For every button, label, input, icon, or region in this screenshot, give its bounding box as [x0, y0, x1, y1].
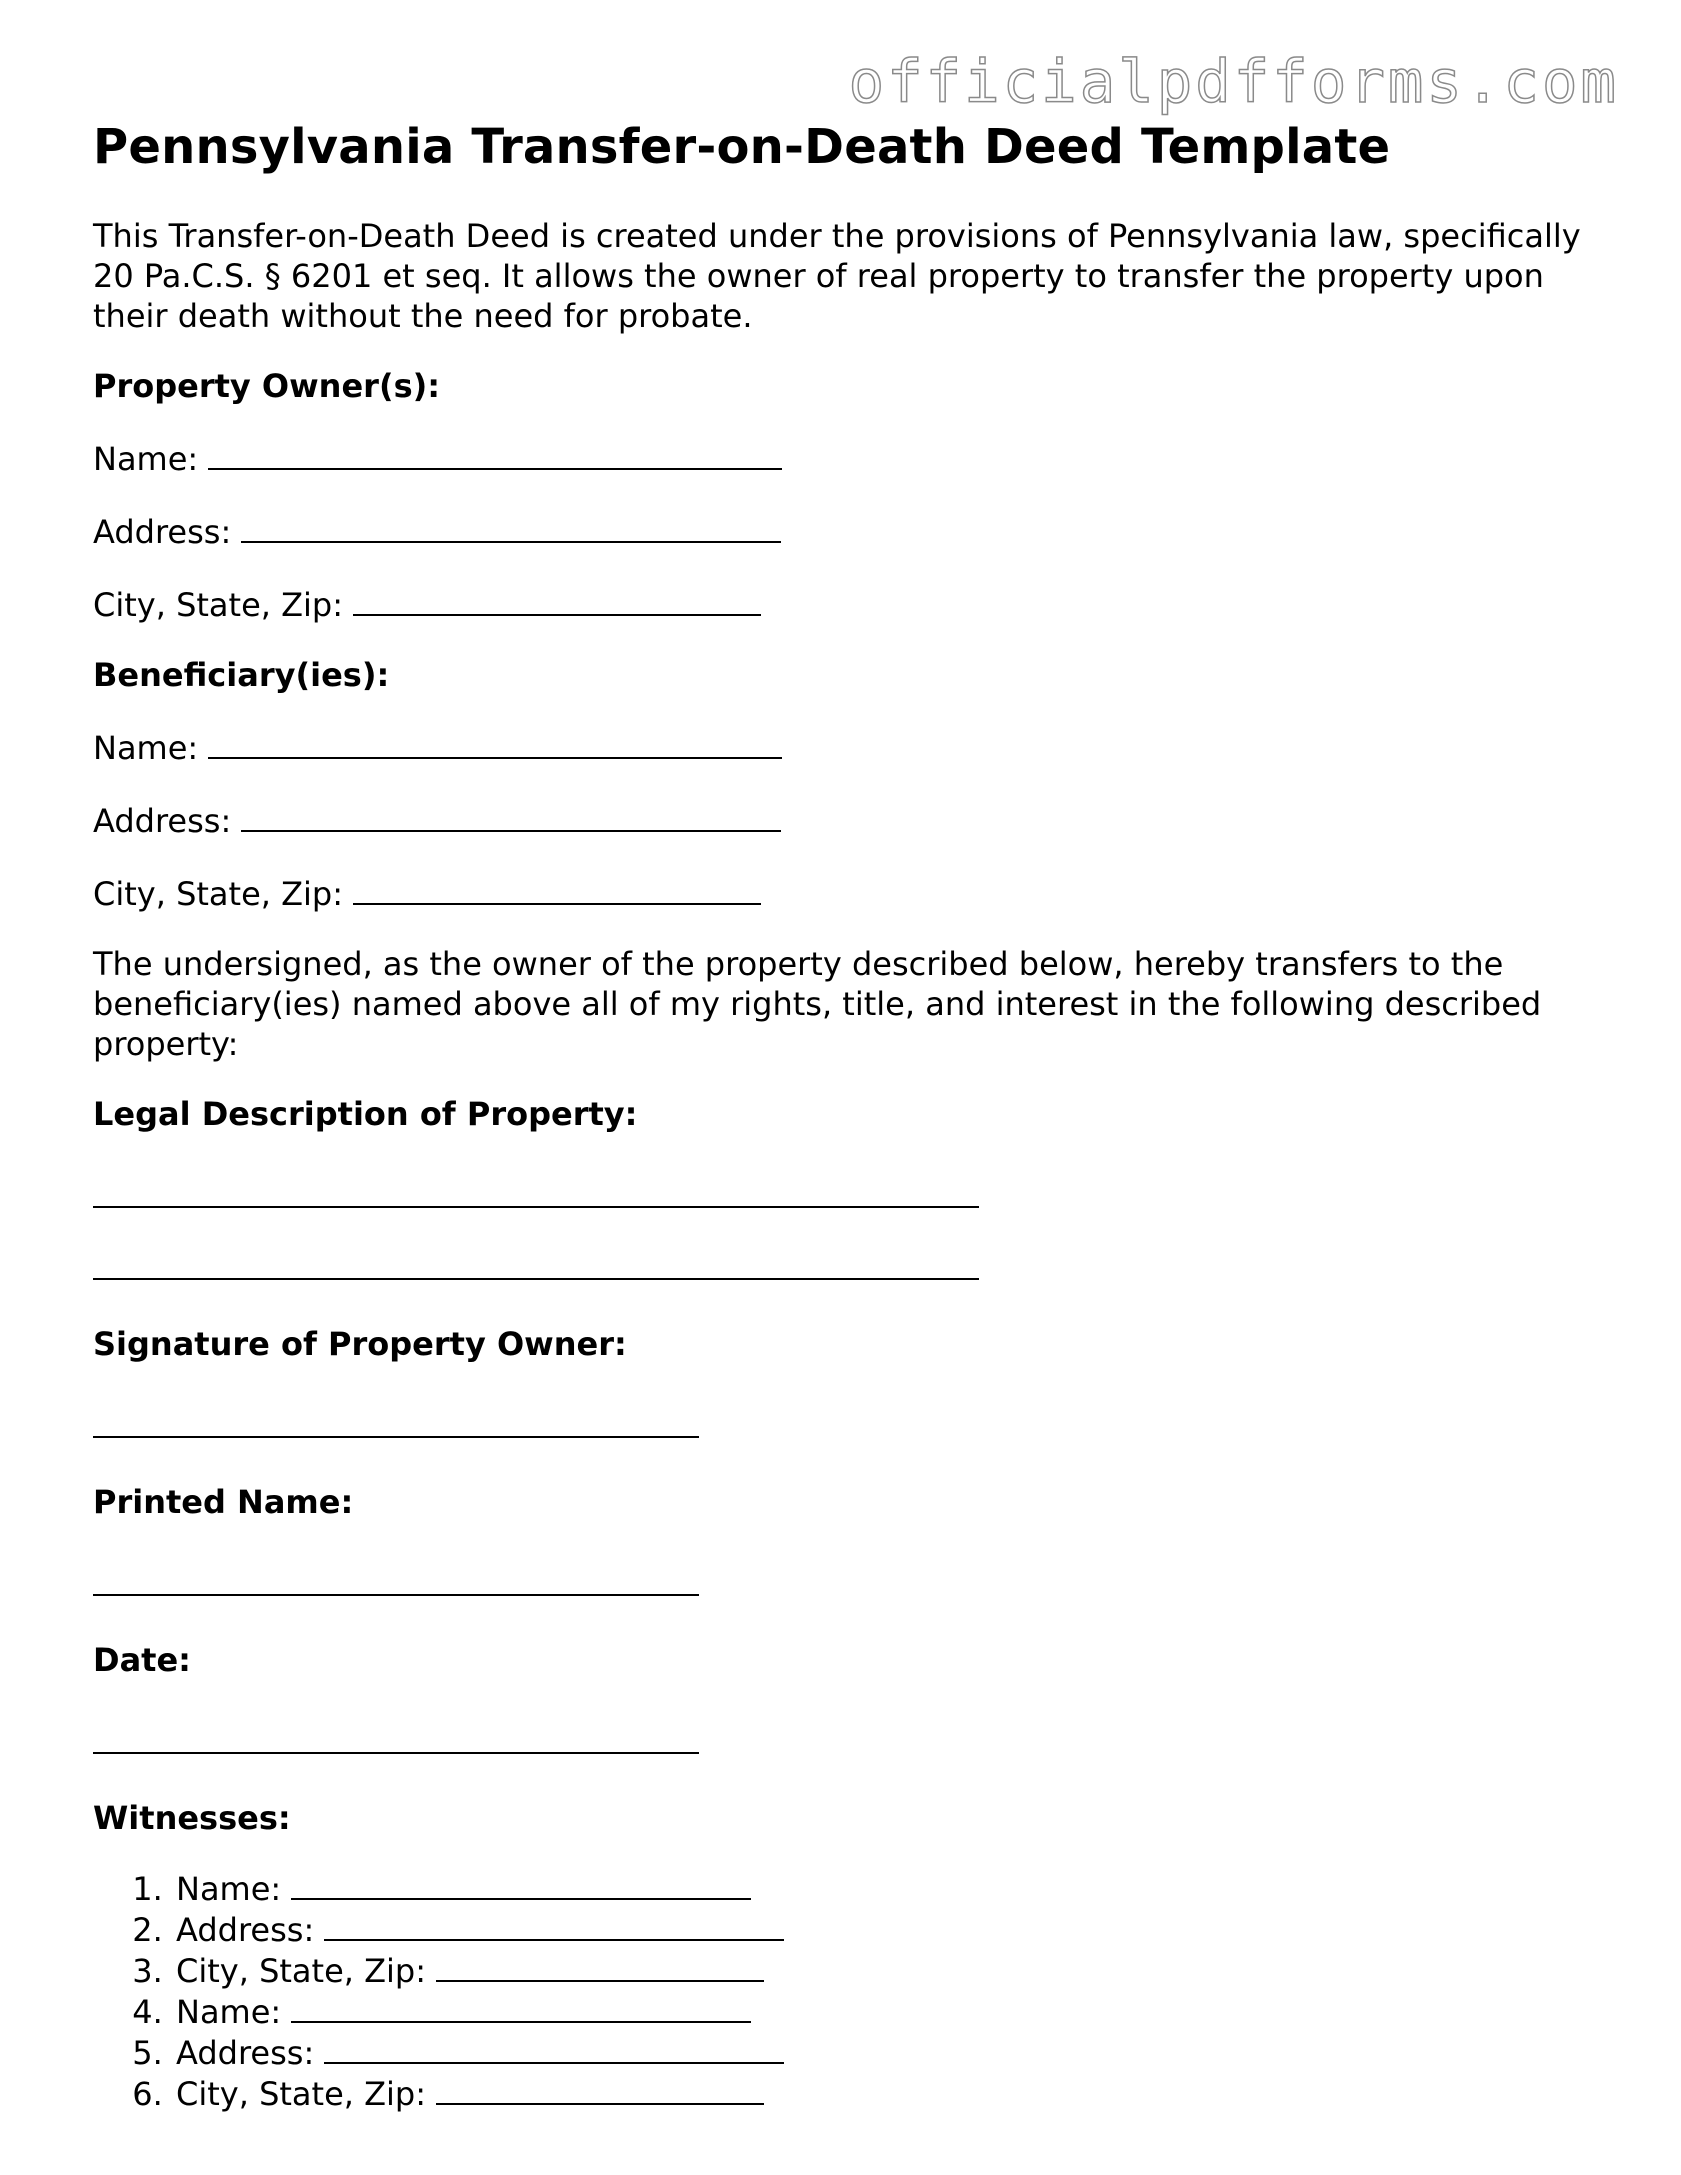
legal-description-line-2[interactable]: [93, 1278, 979, 1280]
printed-name-line[interactable]: [93, 1594, 699, 1596]
page-title: Pennsylvania Transfer-on-Death Deed Template: [93, 119, 1391, 175]
document-page: [93, 112, 1613, 2114]
owner-name-label: Name:: [93, 440, 199, 478]
legal-description-line-1[interactable]: [93, 1206, 979, 1208]
witness-address-field[interactable]: [324, 2032, 784, 2064]
watermark: officialpdfforms.com: [848, 47, 1619, 116]
owner-address-line: [93, 511, 1613, 552]
beneficiary-city-field[interactable]: [353, 873, 761, 905]
legal-description-heading: Legal Description of Property:: [93, 1095, 638, 1133]
witness-address-field[interactable]: [324, 1909, 784, 1941]
witness-field-label: Address:: [176, 1911, 315, 1949]
signature-heading: Signature of Property Owner:: [93, 1325, 627, 1363]
beneficiary-address-line: [93, 800, 1613, 841]
transfer-statement: The undersigned, as the owner of the property described below, hereby transfers to the beneficiary(ies) named above all of my rights, title, and interest in the following described property:: [93, 945, 1542, 1063]
witnesses-heading: Witnesses:: [93, 1799, 291, 1837]
beneficiary-name-line: [93, 727, 1613, 768]
witness-name-field[interactable]: [291, 1868, 751, 1900]
witness-city-field[interactable]: [436, 2073, 764, 2105]
beneficiaries-heading: Beneficiary(ies):: [93, 656, 390, 694]
beneficiary-address-label: Address:: [93, 802, 232, 840]
witness-item: [173, 1950, 1613, 1991]
intro-paragraph: This Transfer-on-Death Deed is created under the provisions of Pennsylvania law, specifically 20 Pa.C.S. § 6201 et seq. It allows the owner of real property to transfer the property upon their death without the need for probate.: [93, 217, 1581, 335]
printed-name-heading: Printed Name:: [93, 1483, 354, 1521]
owner-address-label: Address:: [93, 513, 232, 551]
owner-name-field[interactable]: [208, 438, 782, 470]
witness-field-label: Address:: [176, 2034, 315, 2072]
owner-address-field[interactable]: [241, 511, 781, 543]
owner-city-label: City, State, Zip:: [93, 586, 344, 624]
witness-item: [173, 2073, 1613, 2114]
witness-city-field[interactable]: [436, 1950, 764, 1982]
beneficiary-city-label: City, State, Zip:: [93, 875, 344, 913]
beneficiary-name-label: Name:: [93, 729, 199, 767]
witness-field-label: Name:: [176, 1993, 282, 2031]
witness-item: [173, 1991, 1613, 2032]
date-line[interactable]: [93, 1752, 699, 1754]
witness-name-field[interactable]: [291, 1991, 751, 2023]
owners-heading: Property Owner(s):: [93, 367, 441, 405]
owner-city-field[interactable]: [353, 584, 761, 616]
witness-field-label: Name:: [176, 1870, 282, 1908]
beneficiary-address-field[interactable]: [241, 800, 781, 832]
witnesses-list: [93, 1868, 1613, 2114]
owner-city-line: [93, 584, 1613, 625]
witness-item: [173, 1909, 1613, 1950]
witness-field-label: City, State, Zip:: [176, 2075, 427, 2113]
witness-item: [173, 2032, 1613, 2073]
owner-name-line: [93, 438, 1613, 479]
date-heading: Date:: [93, 1641, 191, 1679]
witness-field-label: City, State, Zip:: [176, 1952, 427, 1990]
signature-line[interactable]: [93, 1436, 699, 1438]
beneficiary-name-field[interactable]: [208, 727, 782, 759]
beneficiary-city-line: [93, 873, 1613, 914]
witness-item: [173, 1868, 1613, 1909]
